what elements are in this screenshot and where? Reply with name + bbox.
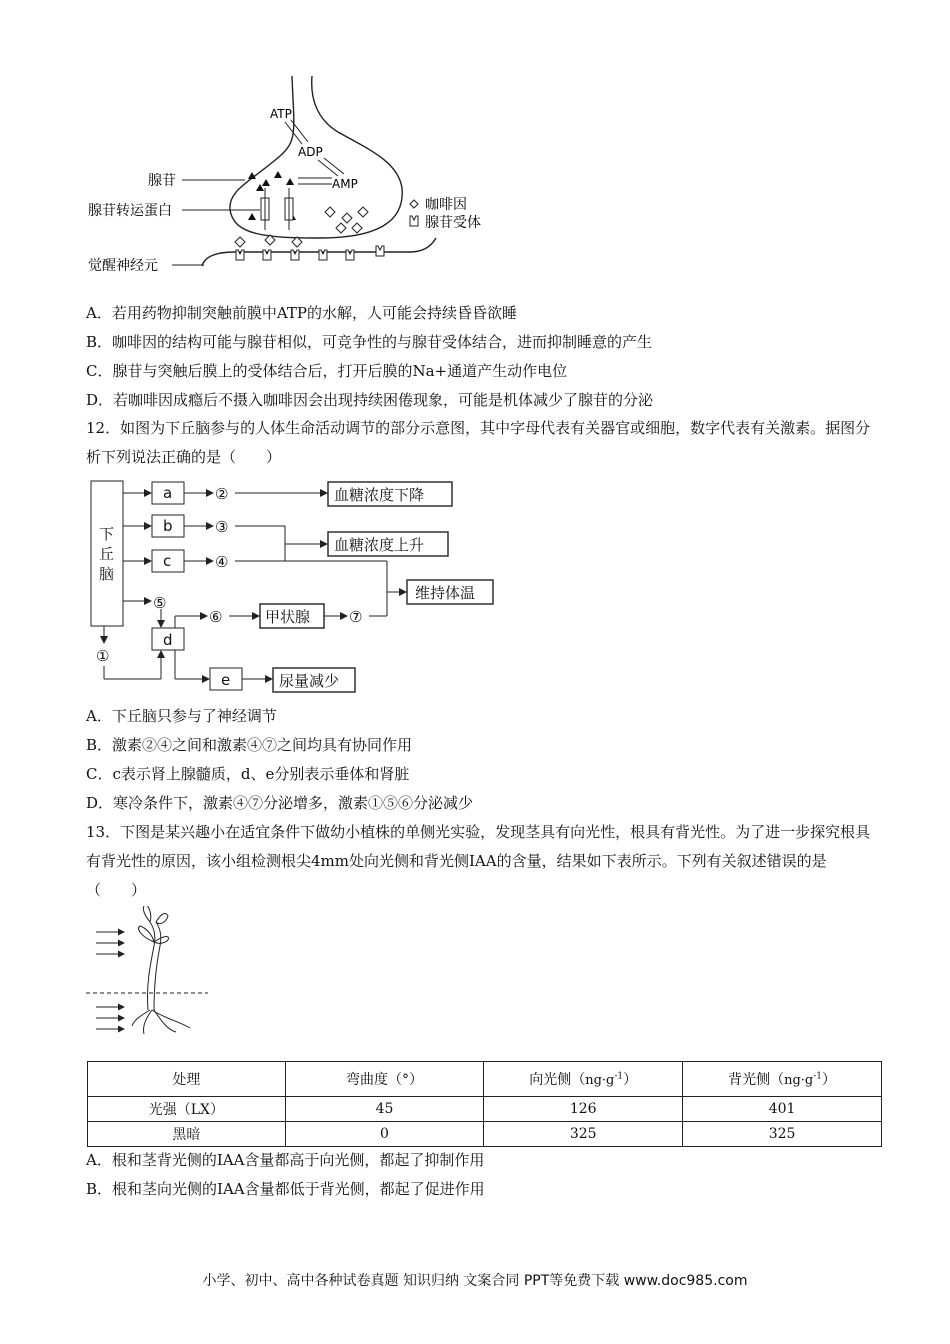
table-cell: 黑暗 — [88, 1122, 286, 1147]
q11-option-a: A．若用药物抑制突触前膜中ATP的水解，人可能会持续昏昏欲睡 — [86, 304, 517, 322]
hormone-6: ⑥ — [209, 608, 223, 626]
table-header-cell: 处理 — [88, 1062, 286, 1097]
result-glucose-down: 血糖浓度下降 — [334, 486, 425, 504]
plant-seedling-figure — [84, 906, 214, 1038]
adenosine-receptors — [236, 246, 384, 260]
result-body-temp: 维持体温 — [415, 584, 476, 602]
hormone-4: ④ — [215, 553, 229, 571]
result-glucose-up: 血糖浓度上升 — [334, 536, 425, 554]
q11-option-b: B．咖啡因的结构可能与腺苷相似，可竞争性的与腺苷受体结合，进而抑制睡意的产生 — [86, 333, 653, 351]
result-urine-less: 尿量减少 — [279, 672, 340, 690]
q12-option-c: C．c表示肾上腺髓质，d、e分别表示垂体和肾脏 — [86, 765, 410, 783]
amp-label: AMP — [332, 177, 358, 191]
hypothalamus-label-1: 下 — [99, 525, 115, 543]
q13-option-a: A．根和茎背光侧的IAA含量都高于向光侧，都起了抑制作用 — [86, 1151, 485, 1169]
hormone-1: ① — [96, 647, 110, 665]
q12-option-d: D．寒冷条件下，激素④⑦分泌增多，激素①⑤⑥分泌减少 — [86, 794, 474, 812]
unit-label: $ng\cdot g^{-1}$ — [585, 1071, 624, 1088]
caffeine-molecules — [235, 207, 368, 247]
hormone-3: ③ — [215, 518, 229, 536]
q11-option-d: D．若咖啡因成瘾后不摄入咖啡因会出现持续困倦现象，可能是机体减少了腺苷的分泌 — [86, 391, 654, 409]
q12-option-a: A．下丘脑只参与了神经调节 — [86, 707, 277, 725]
table-cell: 325 — [484, 1122, 683, 1147]
header-light-side: 向光侧（ — [529, 1072, 586, 1088]
table-cell: 126 — [484, 1097, 683, 1122]
transporter-label: 腺苷转运蛋白 — [88, 203, 172, 219]
iaa-table — [87, 1061, 882, 1147]
neuron-label: 觉醒神经元 — [88, 258, 158, 274]
receptor-legend-icon — [410, 216, 418, 226]
table-cell: 0 — [285, 1122, 484, 1147]
hypothalamus-label-2: 丘 — [99, 545, 115, 563]
q13-stem: 13．下图是某兴趣小在适宜条件下做幼小植株的单侧光实验，发现茎具有向光性，根具有背光性。为了进一步探究根具有背光性的原因，该小组检测根尖4mm处向光侧和背光侧IAA的含量，结果如下表所示。下列有关叙述错误的是（ ） — [86, 823, 871, 899]
table-header-row — [88, 1062, 882, 1097]
table-cell: 45 — [285, 1097, 484, 1122]
adp-label: ADP — [298, 145, 323, 159]
q13-option-b: B．根和茎向光侧的IAA含量都低于背光侧，都起了促进作用 — [86, 1180, 485, 1198]
organ-d: d — [163, 631, 173, 649]
q11-option-c: C．腺苷与突触后膜上的受体结合后，打开后膜的Na+通道产生动作电位 — [86, 362, 568, 380]
legend-caffeine: 咖啡因 — [425, 197, 467, 213]
q12-stem: 12．如图为下丘脑参与的人体生命活动调节的部分示意图，其中字母代表有关器官或细胞，数字代表有关激素。据图分析下列说法正确的是（ ） — [86, 419, 871, 466]
organ-c: c — [163, 552, 172, 570]
caffeine-legend-icon — [410, 200, 418, 208]
table-header-cell: 背光侧$(ng\cdot g^{-1})$ — [683, 1062, 882, 1097]
organ-b: b — [163, 517, 173, 535]
page-footer: 小学、初中、高中各种试卷真题 知识归纳 文案合同 PPT等免费下载 www.doc985.com — [202, 1273, 748, 1289]
synapse-figure — [80, 70, 520, 285]
adenosine-label: 腺苷 — [148, 173, 176, 189]
atp-label: ATP — [270, 107, 292, 121]
hormone-5: ⑤ — [153, 594, 167, 612]
hypothalamus-label-3: 脑 — [99, 565, 115, 583]
unit-label: $ng\cdot g^{-1}$ — [784, 1071, 823, 1088]
q12-option-b: B．激素②④之间和激素④⑦之间均具有协同作用 — [86, 736, 413, 754]
table-header-cell: 向光侧$(ng\cdot g^{-1})$ — [484, 1062, 683, 1097]
table-cell: 401 — [683, 1097, 882, 1122]
legend-receptor: 腺苷受体 — [425, 215, 481, 231]
header-shade-side: 背光侧（ — [728, 1072, 785, 1088]
table-header-cell: 弯曲度（°） — [285, 1062, 484, 1097]
adenosine-transporters — [261, 188, 293, 230]
organ-thyroid: 甲状腺 — [265, 608, 311, 626]
table-cell: 325 — [683, 1122, 882, 1147]
table-cell: 光强（LX） — [88, 1097, 286, 1122]
hormone-7: ⑦ — [349, 608, 363, 626]
organ-e: e — [221, 671, 231, 689]
table-row — [88, 1097, 882, 1122]
hormone-2: ② — [215, 485, 229, 503]
table-row — [88, 1122, 882, 1147]
organ-a: a — [163, 484, 173, 502]
hypothalamus-diagram — [85, 475, 505, 697]
